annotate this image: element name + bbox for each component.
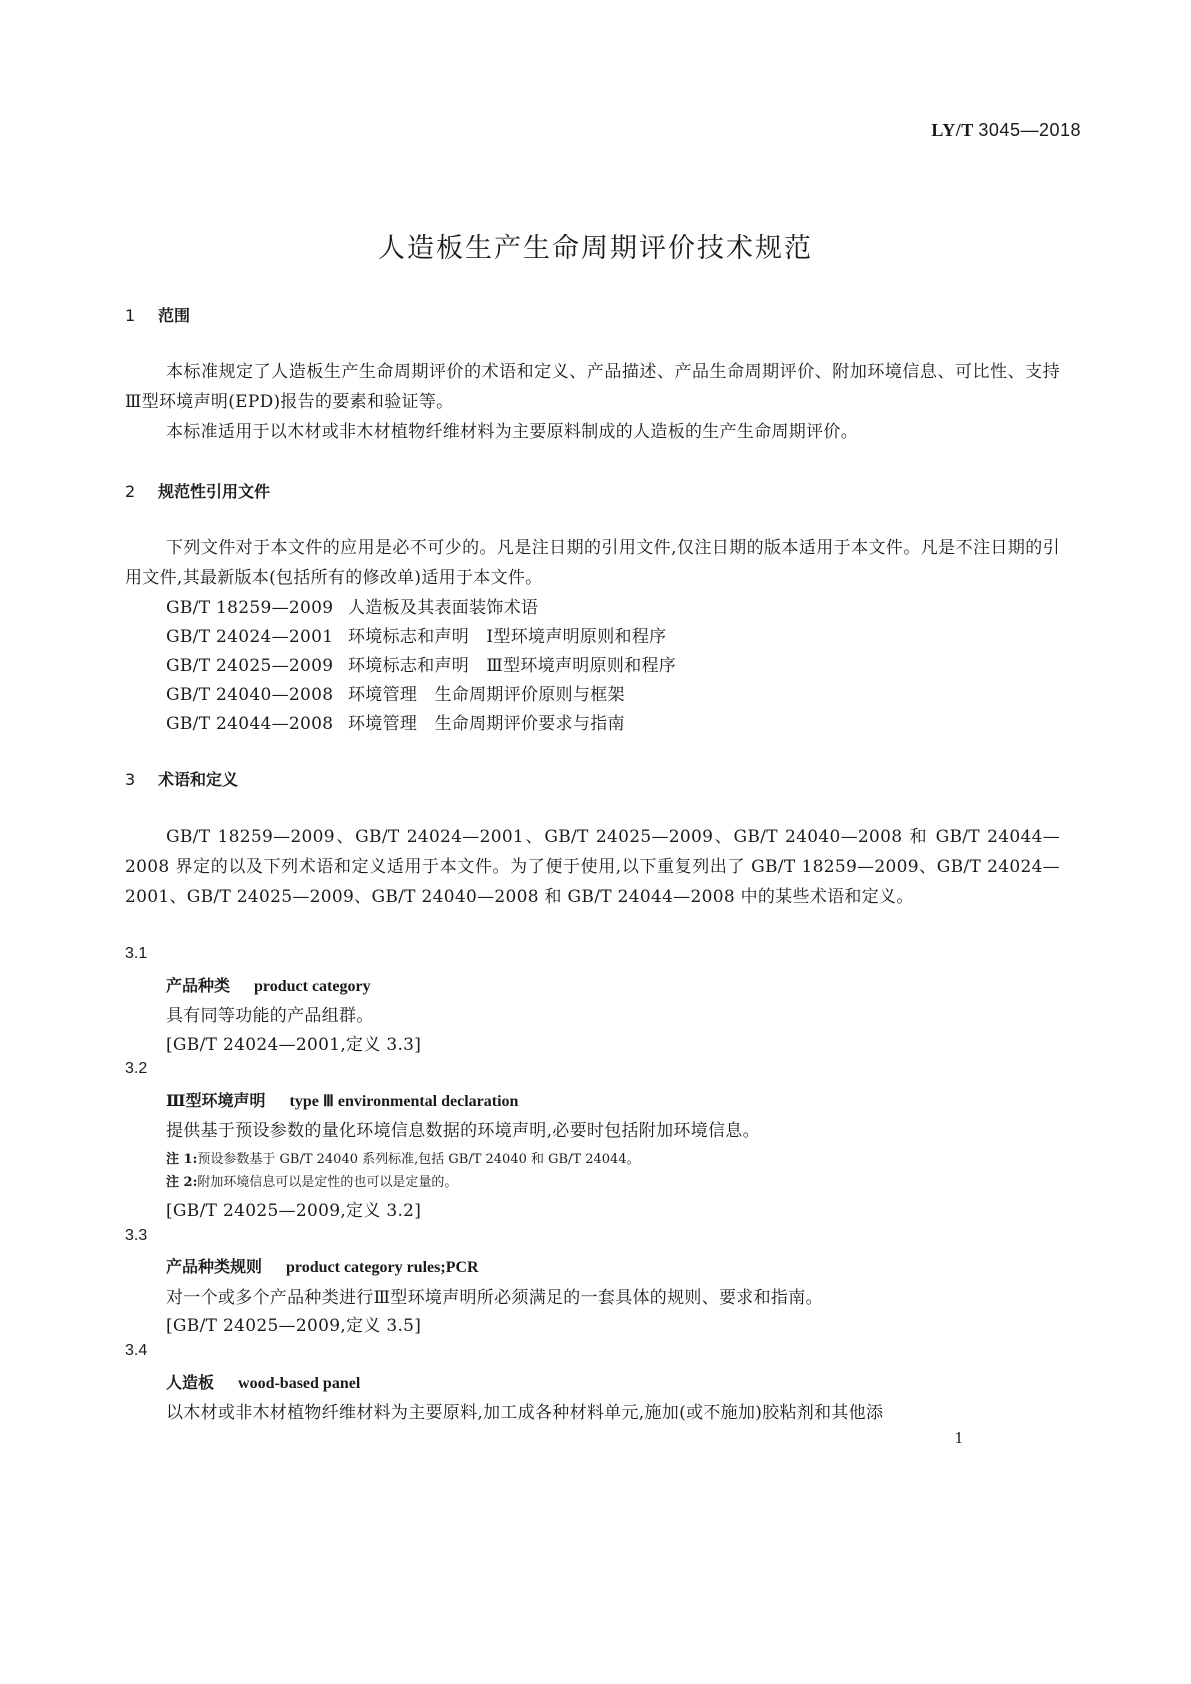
- note-text: 预设参数基于 GB/T 24040 系列标准,包括 GB/T 24040 和 GB/T 24044。: [197, 1152, 640, 1167]
- term-source: [GB/T 24025—2009,定义 3.2]: [166, 1201, 422, 1221]
- paragraph: 下列文件对于本文件的应用是必不可少的。凡是注日期的引用文件,仅注日期的版本适用于本文件。凡是不注日期的引用文件,其最新版本(包括所有的修改单)适用于本文件。: [125, 538, 1060, 588]
- term-chinese: Ⅲ型环境声明: [166, 1091, 266, 1110]
- term-heading: [166, 1370, 360, 1393]
- note-label: 注 1:: [166, 1152, 198, 1167]
- paragraph: GB/T 18259—2009、GB/T 24024—2001、GB/T 24025—2009、GB/T 24040—2008 和 GB/T 24044—2008 界定的以及下列术语和定义适用于本文件。为了便于使用,以下重复列出了 GB/T 18259—2009、GB/T 24024—2001、GB/T 24025—2009、GB/T 24040—2008 和 GB/T 24044—2008 中的某些术语和定义。: [125, 827, 1060, 907]
- reference-code: GB/T 24044—2008: [166, 714, 334, 734]
- section-number: 1: [125, 306, 136, 325]
- clause-number: 3.1: [125, 945, 148, 962]
- term-definition: 具有同等功能的产品组群。: [166, 1006, 374, 1026]
- reference-item: [166, 709, 625, 734]
- note: [166, 1148, 640, 1167]
- term-english: product category rules;PCR: [286, 1259, 479, 1276]
- term-source: [GB/T 24024—2001,定义 3.3]: [166, 1035, 422, 1055]
- term-heading: [166, 1254, 479, 1277]
- section-number: 3: [125, 770, 136, 789]
- term-english: wood-based panel: [238, 1375, 361, 1392]
- reference-title: 人造板及其表面装饰术语: [348, 598, 539, 618]
- reference-item: [166, 651, 676, 676]
- reference-title: 环境标志和声明 Ⅰ型环境声明原则和程序: [348, 627, 667, 647]
- reference-item: [166, 593, 538, 618]
- term-chinese: 产品种类: [166, 976, 231, 995]
- term-chinese: 产品种类规则: [166, 1257, 263, 1276]
- term-english: product category: [254, 978, 371, 995]
- note-text: 附加环境信息可以是定性的也可以是定量的。: [197, 1175, 458, 1190]
- document-title: 人造板生产生命周期评价技术规范: [378, 233, 813, 264]
- term-heading: [166, 1088, 518, 1111]
- term-chinese: 人造板: [166, 1373, 215, 1392]
- page-number: 1: [954, 1428, 963, 1447]
- term-english: type Ⅲ environmental declaration: [289, 1093, 519, 1110]
- clause-number: 3.2: [125, 1060, 148, 1077]
- note: [166, 1171, 457, 1190]
- standard-prefix: LY/T: [931, 120, 974, 140]
- section-heading-3: [125, 767, 238, 790]
- reference-title: 环境管理 生命周期评价要求与指南: [348, 714, 625, 734]
- standard-number: 3045—2018: [978, 120, 1081, 140]
- reference-item: [166, 622, 666, 647]
- standard-code: [931, 120, 1081, 141]
- section-title: 术语和定义: [158, 770, 239, 789]
- reference-code: GB/T 24025—2009: [166, 656, 334, 676]
- clause-number: 3.3: [125, 1227, 148, 1244]
- term-source: [GB/T 24025—2009,定义 3.5]: [166, 1316, 422, 1336]
- note-label: 注 2:: [166, 1175, 198, 1190]
- section-heading-1: [125, 303, 190, 326]
- reference-code: GB/T 24024—2001: [166, 627, 334, 647]
- paragraph: 本标准适用于以木材或非木材植物纤维材料为主要原料制成的人造板的生产生命周期评价。: [166, 422, 858, 442]
- reference-code: GB/T 24040—2008: [166, 685, 334, 705]
- term-heading: [166, 973, 371, 996]
- term-definition: 提供基于预设参数的量化环境信息数据的环境声明,必要时包括附加环境信息。: [166, 1121, 760, 1141]
- term-definition: 以木材或非木材植物纤维材料为主要原料,加工成各种材料单元,施加(或不施加)胶粘剂和其他添: [166, 1403, 884, 1423]
- term-definition: 对一个或多个产品种类进行Ⅲ型环境声明所必须满足的一套具体的规则、要求和指南。: [166, 1288, 823, 1308]
- section-heading-2: [125, 479, 270, 502]
- paragraph: 本标准规定了人造板生产生命周期评价的术语和定义、产品描述、产品生命周期评价、附加环境信息、可比性、支持Ⅲ型环境声明(EPD)报告的要素和验证等。: [125, 362, 1060, 412]
- clause-number: 3.4: [125, 1342, 148, 1359]
- reference-code: GB/T 18259—2009: [166, 598, 334, 618]
- section-title: 范围: [158, 306, 191, 325]
- reference-title: 环境管理 生命周期评价原则与框架: [348, 685, 625, 705]
- section-number: 2: [125, 482, 136, 501]
- reference-title: 环境标志和声明 Ⅲ型环境声明原则和程序: [348, 656, 677, 676]
- reference-item: [166, 680, 625, 705]
- section-title: 规范性引用文件: [158, 482, 271, 501]
